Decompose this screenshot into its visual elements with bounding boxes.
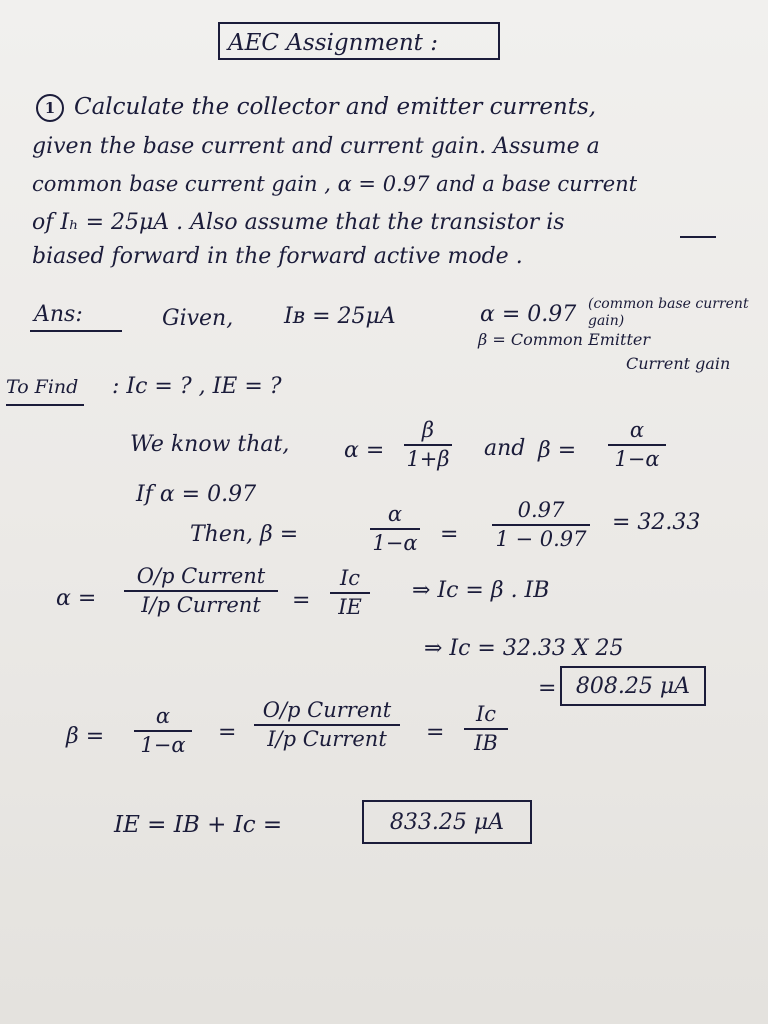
we-know: We know that, bbox=[130, 432, 290, 457]
answer-underline bbox=[30, 330, 122, 332]
beta-line-num: α bbox=[155, 704, 171, 728]
beta-line-den: 1−α bbox=[140, 733, 186, 757]
alpha-given: α = 0.97 bbox=[480, 302, 577, 327]
ic-result-box: 808.25 μA bbox=[560, 666, 706, 706]
ic-ib-fraction bbox=[464, 704, 508, 754]
ic-symbol: Ic bbox=[339, 566, 361, 590]
op-current: O/p Current bbox=[136, 564, 266, 588]
beta-line-lhs: β = bbox=[66, 724, 105, 749]
if-line: If α = 0.97 bbox=[136, 482, 257, 507]
ib-given: Iʙ = 25μA bbox=[284, 304, 396, 329]
beta-fraction-num: α bbox=[629, 418, 645, 442]
beta-line-fraction bbox=[134, 706, 192, 756]
implies-ic-2: ⇒ Ic = 32.33 X 25 bbox=[424, 636, 624, 661]
given-label: Given, bbox=[162, 306, 234, 331]
alpha-eq-lhs: α = bbox=[344, 438, 385, 463]
value-fraction-num: 0.97 bbox=[517, 498, 565, 522]
to-find: : Ic = ? , IE = ? bbox=[112, 374, 282, 399]
question-number: 1 bbox=[36, 94, 64, 122]
value-fraction-den: 1 − 0.97 bbox=[495, 527, 587, 551]
beta-eq-lhs: β = bbox=[538, 438, 577, 463]
equals-sign: = bbox=[440, 522, 459, 547]
value-fraction bbox=[492, 500, 590, 550]
alpha-note: (common base current gain) bbox=[588, 296, 749, 329]
beta-fraction bbox=[608, 420, 666, 470]
ie-result-box: 833.25 μA bbox=[362, 800, 532, 844]
beta-definition: β = Common Emitter bbox=[478, 330, 651, 349]
then-fraction-num: α bbox=[387, 502, 403, 526]
question-line-1: Calculate the collector and emitter currents, bbox=[74, 94, 597, 120]
implies-ic: ⇒ Ic = β . IB bbox=[412, 578, 550, 603]
answer-label: Ans: bbox=[34, 302, 83, 327]
ic-result-equals: = bbox=[538, 676, 557, 701]
underline-is bbox=[680, 236, 716, 238]
to-find-underline bbox=[6, 404, 84, 406]
question-line-4: of Iₕ = 25μA . Also assume that the transistor is bbox=[32, 210, 565, 235]
equals-sign-3: = bbox=[218, 720, 237, 745]
alpha-fraction-den: 1+β bbox=[406, 447, 450, 471]
then-line: Then, β = bbox=[190, 522, 299, 547]
ic-ie-fraction bbox=[330, 568, 370, 618]
to-find-label: To Find bbox=[6, 376, 79, 398]
then-fraction bbox=[370, 504, 420, 554]
then-fraction-den: 1−α bbox=[372, 531, 418, 555]
ip-current-2: I/p Current bbox=[267, 727, 387, 751]
page-title: AEC Assignment : bbox=[228, 30, 438, 56]
alpha-fraction-num: β bbox=[421, 418, 435, 442]
beta-definition-2: Current gain bbox=[626, 354, 731, 373]
equals-sign-2: = bbox=[292, 588, 311, 613]
ic-symbol-2: Ic bbox=[475, 702, 497, 726]
and-word: and bbox=[484, 436, 526, 461]
alpha-current-fraction bbox=[124, 566, 278, 616]
beta-current-fraction bbox=[254, 700, 400, 750]
op-current-2: O/p Current bbox=[262, 698, 392, 722]
equals-sign-4: = bbox=[426, 720, 445, 745]
beta-result: = 32.33 bbox=[612, 510, 701, 535]
ie-symbol: IE bbox=[338, 595, 362, 619]
question-line-5: biased forward in the forward active mode . bbox=[32, 244, 523, 269]
alpha-fraction bbox=[404, 420, 452, 470]
ip-current: I/p Current bbox=[141, 593, 261, 617]
question-line-3: common base current gain , α = 0.97 and a base current bbox=[32, 172, 638, 196]
ie-line: IE = IB + Ic = bbox=[114, 812, 283, 838]
question-line-2: given the base current and current gain. Assume a bbox=[32, 134, 600, 159]
beta-fraction-den: 1−α bbox=[614, 447, 660, 471]
alpha-line-lhs: α = bbox=[56, 586, 97, 611]
ib-symbol: IB bbox=[474, 731, 498, 755]
